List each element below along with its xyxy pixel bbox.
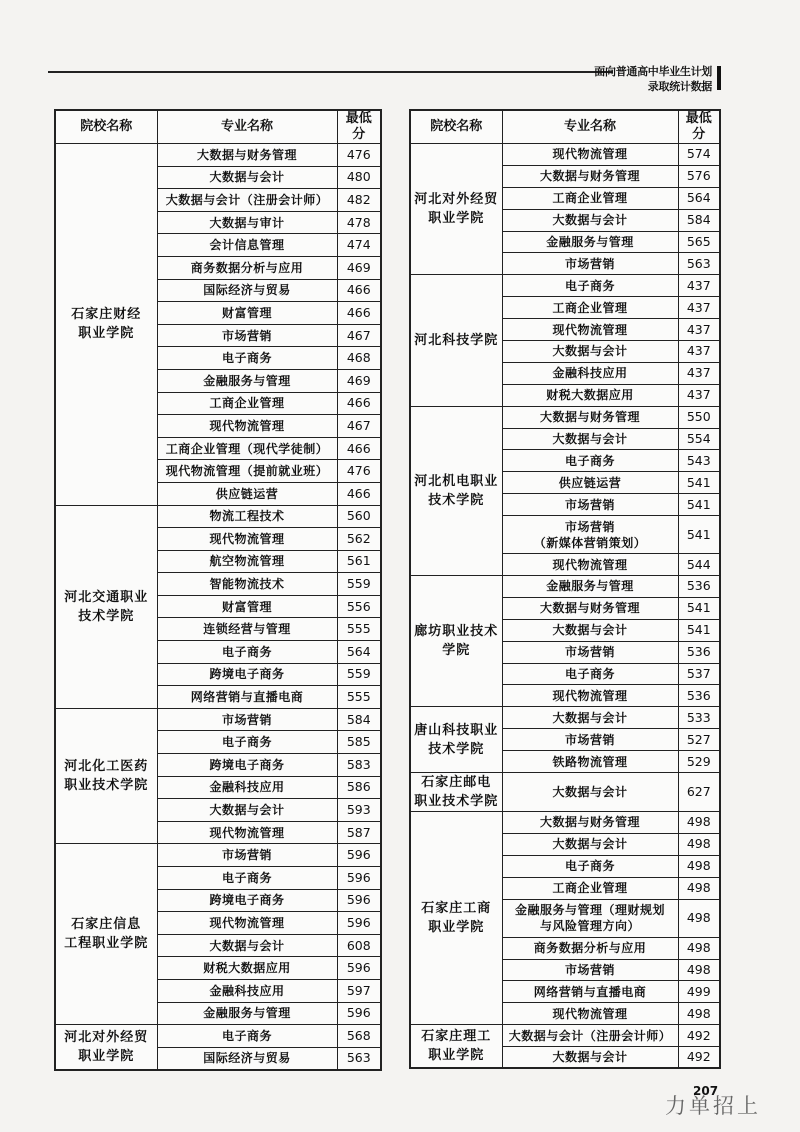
- min-score: 476: [337, 460, 381, 483]
- major-name: 大数据与会计: [502, 1047, 678, 1069]
- min-score: 498: [678, 812, 720, 834]
- school-name: 石家庄理工 职业学院: [410, 1025, 502, 1069]
- school-name: 河北科技学院: [410, 275, 502, 406]
- col-header-school: 院校名称: [410, 110, 502, 144]
- school-name: 河北化工医药 职业技术学院: [55, 708, 157, 844]
- min-score: 536: [678, 576, 720, 598]
- major-name: 电子商务: [502, 663, 678, 685]
- major-name: 大数据与财务管理: [157, 144, 337, 167]
- min-score: 559: [337, 573, 381, 596]
- header-line-1: 面向普通高中毕业生计划: [594, 65, 712, 78]
- major-name: 金融服务与管理: [502, 576, 678, 598]
- page-header: [594, 64, 712, 94]
- school-name: 唐山科技职业 技术学院: [410, 707, 502, 773]
- school-name: 河北对外经贸 职业学院: [55, 1025, 157, 1070]
- school-name: 石家庄财经 职业学院: [55, 144, 157, 506]
- school-name: 河北机电职业 技术学院: [410, 406, 502, 575]
- major-name: 市场营销: [502, 494, 678, 516]
- min-score: 466: [337, 437, 381, 460]
- min-score: 544: [678, 554, 720, 576]
- major-name: 市场营销 （新媒体营销策划）: [502, 516, 678, 554]
- min-score: 467: [337, 324, 381, 347]
- min-score: 498: [678, 1003, 720, 1025]
- min-score: 536: [678, 641, 720, 663]
- major-name: 电子商务: [157, 1025, 337, 1048]
- major-name: 大数据与会计（注册会计师）: [502, 1025, 678, 1047]
- major-name: 财富管理: [157, 302, 337, 325]
- min-score: 437: [678, 341, 720, 363]
- min-score: 574: [678, 144, 720, 166]
- min-score: 498: [678, 899, 720, 937]
- major-name: 大数据与会计: [502, 209, 678, 231]
- major-name: 大数据与会计: [157, 166, 337, 189]
- min-score: 562: [337, 528, 381, 551]
- major-name: 现代物流管理: [157, 528, 337, 551]
- school-name: 石家庄工商 职业学院: [410, 812, 502, 1025]
- major-name: 商务数据分析与应用: [157, 256, 337, 279]
- min-score: 596: [337, 1002, 381, 1025]
- major-name: 会计信息管理: [157, 234, 337, 257]
- min-score: 541: [678, 619, 720, 641]
- min-score: 533: [678, 707, 720, 729]
- major-name: 商务数据分析与应用: [502, 937, 678, 959]
- major-name: 大数据与会计: [502, 707, 678, 729]
- major-name: 工商企业管理: [157, 392, 337, 415]
- min-score: 437: [678, 297, 720, 319]
- major-name: 大数据与会计: [502, 341, 678, 363]
- min-score: 555: [337, 618, 381, 641]
- table-header-row: [55, 110, 381, 144]
- major-name: 现代物流管理: [502, 319, 678, 341]
- major-name: 供应链运营: [157, 482, 337, 505]
- min-score: 576: [678, 165, 720, 187]
- school-name: 石家庄信息 工程职业学院: [55, 844, 157, 1025]
- table-row: [55, 844, 381, 867]
- min-score: 498: [678, 937, 720, 959]
- min-score: 492: [678, 1025, 720, 1047]
- min-score: 499: [678, 981, 720, 1003]
- min-score: 563: [678, 253, 720, 275]
- min-score: 561: [337, 550, 381, 573]
- col-header-major: 专业名称: [157, 110, 337, 144]
- school-name: 河北对外经贸 职业学院: [410, 144, 502, 275]
- major-name: 电子商务: [157, 641, 337, 664]
- min-score: 498: [678, 855, 720, 877]
- watermark: 力单招上: [665, 1094, 761, 1118]
- min-score: 469: [337, 369, 381, 392]
- major-name: 大数据与会计: [502, 619, 678, 641]
- min-score: 596: [337, 867, 381, 890]
- col-header-school: 院校名称: [55, 110, 157, 144]
- min-score: 437: [678, 275, 720, 297]
- col-header-score: 最低分: [678, 110, 720, 144]
- table-row: [55, 505, 381, 528]
- min-score: 492: [678, 1047, 720, 1069]
- major-name: 市场营销: [502, 959, 678, 981]
- admission-table-right: [409, 109, 721, 1069]
- major-name: 现代物流管理（提前就业班）: [157, 460, 337, 483]
- table-row: [410, 773, 720, 812]
- min-score: 466: [337, 392, 381, 415]
- major-name: 电子商务: [502, 855, 678, 877]
- major-name: 大数据与财务管理: [502, 597, 678, 619]
- major-name: 网络营销与直播电商: [502, 981, 678, 1003]
- table-row: [410, 406, 720, 428]
- table-row: [410, 1025, 720, 1047]
- min-score: 587: [337, 821, 381, 844]
- header-rule: [48, 71, 613, 73]
- major-name: 工商企业管理: [502, 297, 678, 319]
- major-name: 金融服务与管理: [157, 1002, 337, 1025]
- major-name: 现代物流管理: [502, 144, 678, 166]
- min-score: 560: [337, 505, 381, 528]
- major-name: 现代物流管理: [157, 912, 337, 935]
- school-name: 石家庄邮电 职业技术学院: [410, 773, 502, 812]
- min-score: 467: [337, 415, 381, 438]
- major-name: 财富管理: [157, 595, 337, 618]
- min-score: 498: [678, 833, 720, 855]
- min-score: 541: [678, 597, 720, 619]
- min-score: 596: [337, 844, 381, 867]
- min-score: 596: [337, 912, 381, 935]
- major-name: 现代物流管理: [157, 415, 337, 438]
- major-name: 金融服务与管理（理财规划 与风险管理方向）: [502, 899, 678, 937]
- min-score: 498: [678, 877, 720, 899]
- min-score: 529: [678, 751, 720, 773]
- major-name: 现代物流管理: [502, 554, 678, 576]
- min-score: 596: [337, 957, 381, 980]
- col-header-major: 专业名称: [502, 110, 678, 144]
- min-score: 480: [337, 166, 381, 189]
- min-score: 468: [337, 347, 381, 370]
- major-name: 大数据与财务管理: [502, 406, 678, 428]
- major-name: 物流工程技术: [157, 505, 337, 528]
- min-score: 608: [337, 934, 381, 957]
- major-name: 工商企业管理: [502, 877, 678, 899]
- min-score: 586: [337, 776, 381, 799]
- major-name: 工商企业管理（现代学徒制）: [157, 437, 337, 460]
- min-score: 466: [337, 302, 381, 325]
- min-score: 585: [337, 731, 381, 754]
- table-row: [410, 144, 720, 166]
- min-score: 564: [678, 187, 720, 209]
- min-score: 469: [337, 256, 381, 279]
- table-header-row: [410, 110, 720, 144]
- major-name: 财税大数据应用: [157, 957, 337, 980]
- major-name: 智能物流技术: [157, 573, 337, 596]
- min-score: 541: [678, 472, 720, 494]
- major-name: 市场营销: [502, 729, 678, 751]
- major-name: 电子商务: [157, 867, 337, 890]
- min-score: 527: [678, 729, 720, 751]
- min-score: 550: [678, 406, 720, 428]
- major-name: 电子商务: [157, 347, 337, 370]
- major-name: 电子商务: [502, 275, 678, 297]
- min-score: 597: [337, 979, 381, 1002]
- major-name: 大数据与财务管理: [502, 812, 678, 834]
- major-name: 工商企业管理: [502, 187, 678, 209]
- min-score: 536: [678, 685, 720, 707]
- min-score: 437: [678, 362, 720, 384]
- min-score: 466: [337, 279, 381, 302]
- min-score: 564: [337, 641, 381, 664]
- min-score: 555: [337, 686, 381, 709]
- min-score: 466: [337, 482, 381, 505]
- major-name: 电子商务: [502, 450, 678, 472]
- major-name: 市场营销: [502, 253, 678, 275]
- major-name: 金融服务与管理: [157, 369, 337, 392]
- header-line-2: 录取统计数据: [647, 80, 712, 93]
- table-row: [410, 812, 720, 834]
- major-name: 网络营销与直播电商: [157, 686, 337, 709]
- major-name: 大数据与会计（注册会计师）: [157, 189, 337, 212]
- min-score: 563: [337, 1047, 381, 1070]
- table-row: [410, 275, 720, 297]
- min-score: 543: [678, 450, 720, 472]
- major-name: 大数据与财务管理: [502, 165, 678, 187]
- min-score: 498: [678, 959, 720, 981]
- table-row: [55, 708, 381, 731]
- major-name: 金融科技应用: [157, 979, 337, 1002]
- major-name: 大数据与审计: [157, 211, 337, 234]
- page-number: 207: [693, 1084, 719, 1098]
- header-bar: [717, 66, 721, 90]
- major-name: 铁路物流管理: [502, 751, 678, 773]
- major-name: 现代物流管理: [502, 685, 678, 707]
- major-name: 国际经济与贸易: [157, 279, 337, 302]
- major-name: 财税大数据应用: [502, 384, 678, 406]
- major-name: 国际经济与贸易: [157, 1047, 337, 1070]
- table-row: [410, 707, 720, 729]
- major-name: 大数据与会计: [157, 934, 337, 957]
- min-score: 554: [678, 428, 720, 450]
- major-name: 跨境电子商务: [157, 889, 337, 912]
- major-name: 金融服务与管理: [502, 231, 678, 253]
- major-name: 跨境电子商务: [157, 663, 337, 686]
- table-row: [410, 576, 720, 598]
- major-name: 市场营销: [157, 844, 337, 867]
- table-row: [55, 144, 381, 167]
- min-score: 559: [337, 663, 381, 686]
- major-name: 供应链运营: [502, 472, 678, 494]
- min-score: 537: [678, 663, 720, 685]
- admission-table-left: [54, 109, 382, 1071]
- min-score: 584: [337, 708, 381, 731]
- major-name: 市场营销: [157, 324, 337, 347]
- min-score: 627: [678, 773, 720, 812]
- min-score: 541: [678, 516, 720, 554]
- major-name: 金融科技应用: [157, 776, 337, 799]
- min-score: 478: [337, 211, 381, 234]
- min-score: 583: [337, 754, 381, 777]
- major-name: 连锁经营与管理: [157, 618, 337, 641]
- min-score: 482: [337, 189, 381, 212]
- major-name: 跨境电子商务: [157, 754, 337, 777]
- major-name: 市场营销: [502, 641, 678, 663]
- school-name: 廊坊职业技术 学院: [410, 576, 502, 707]
- major-name: 大数据与会计: [502, 773, 678, 812]
- major-name: 大数据与会计: [157, 799, 337, 822]
- school-name: 河北交通职业 技术学院: [55, 505, 157, 708]
- min-score: 437: [678, 319, 720, 341]
- major-name: 现代物流管理: [157, 821, 337, 844]
- min-score: 474: [337, 234, 381, 257]
- major-name: 航空物流管理: [157, 550, 337, 573]
- min-score: 568: [337, 1025, 381, 1048]
- table-row: [55, 1025, 381, 1048]
- major-name: 市场营销: [157, 708, 337, 731]
- min-score: 593: [337, 799, 381, 822]
- min-score: 437: [678, 384, 720, 406]
- min-score: 565: [678, 231, 720, 253]
- major-name: 现代物流管理: [502, 1003, 678, 1025]
- major-name: 电子商务: [157, 731, 337, 754]
- min-score: 476: [337, 144, 381, 167]
- min-score: 556: [337, 595, 381, 618]
- min-score: 596: [337, 889, 381, 912]
- min-score: 584: [678, 209, 720, 231]
- major-name: 大数据与会计: [502, 833, 678, 855]
- major-name: 金融科技应用: [502, 362, 678, 384]
- major-name: 大数据与会计: [502, 428, 678, 450]
- min-score: 541: [678, 494, 720, 516]
- col-header-score: 最低分: [337, 110, 381, 144]
